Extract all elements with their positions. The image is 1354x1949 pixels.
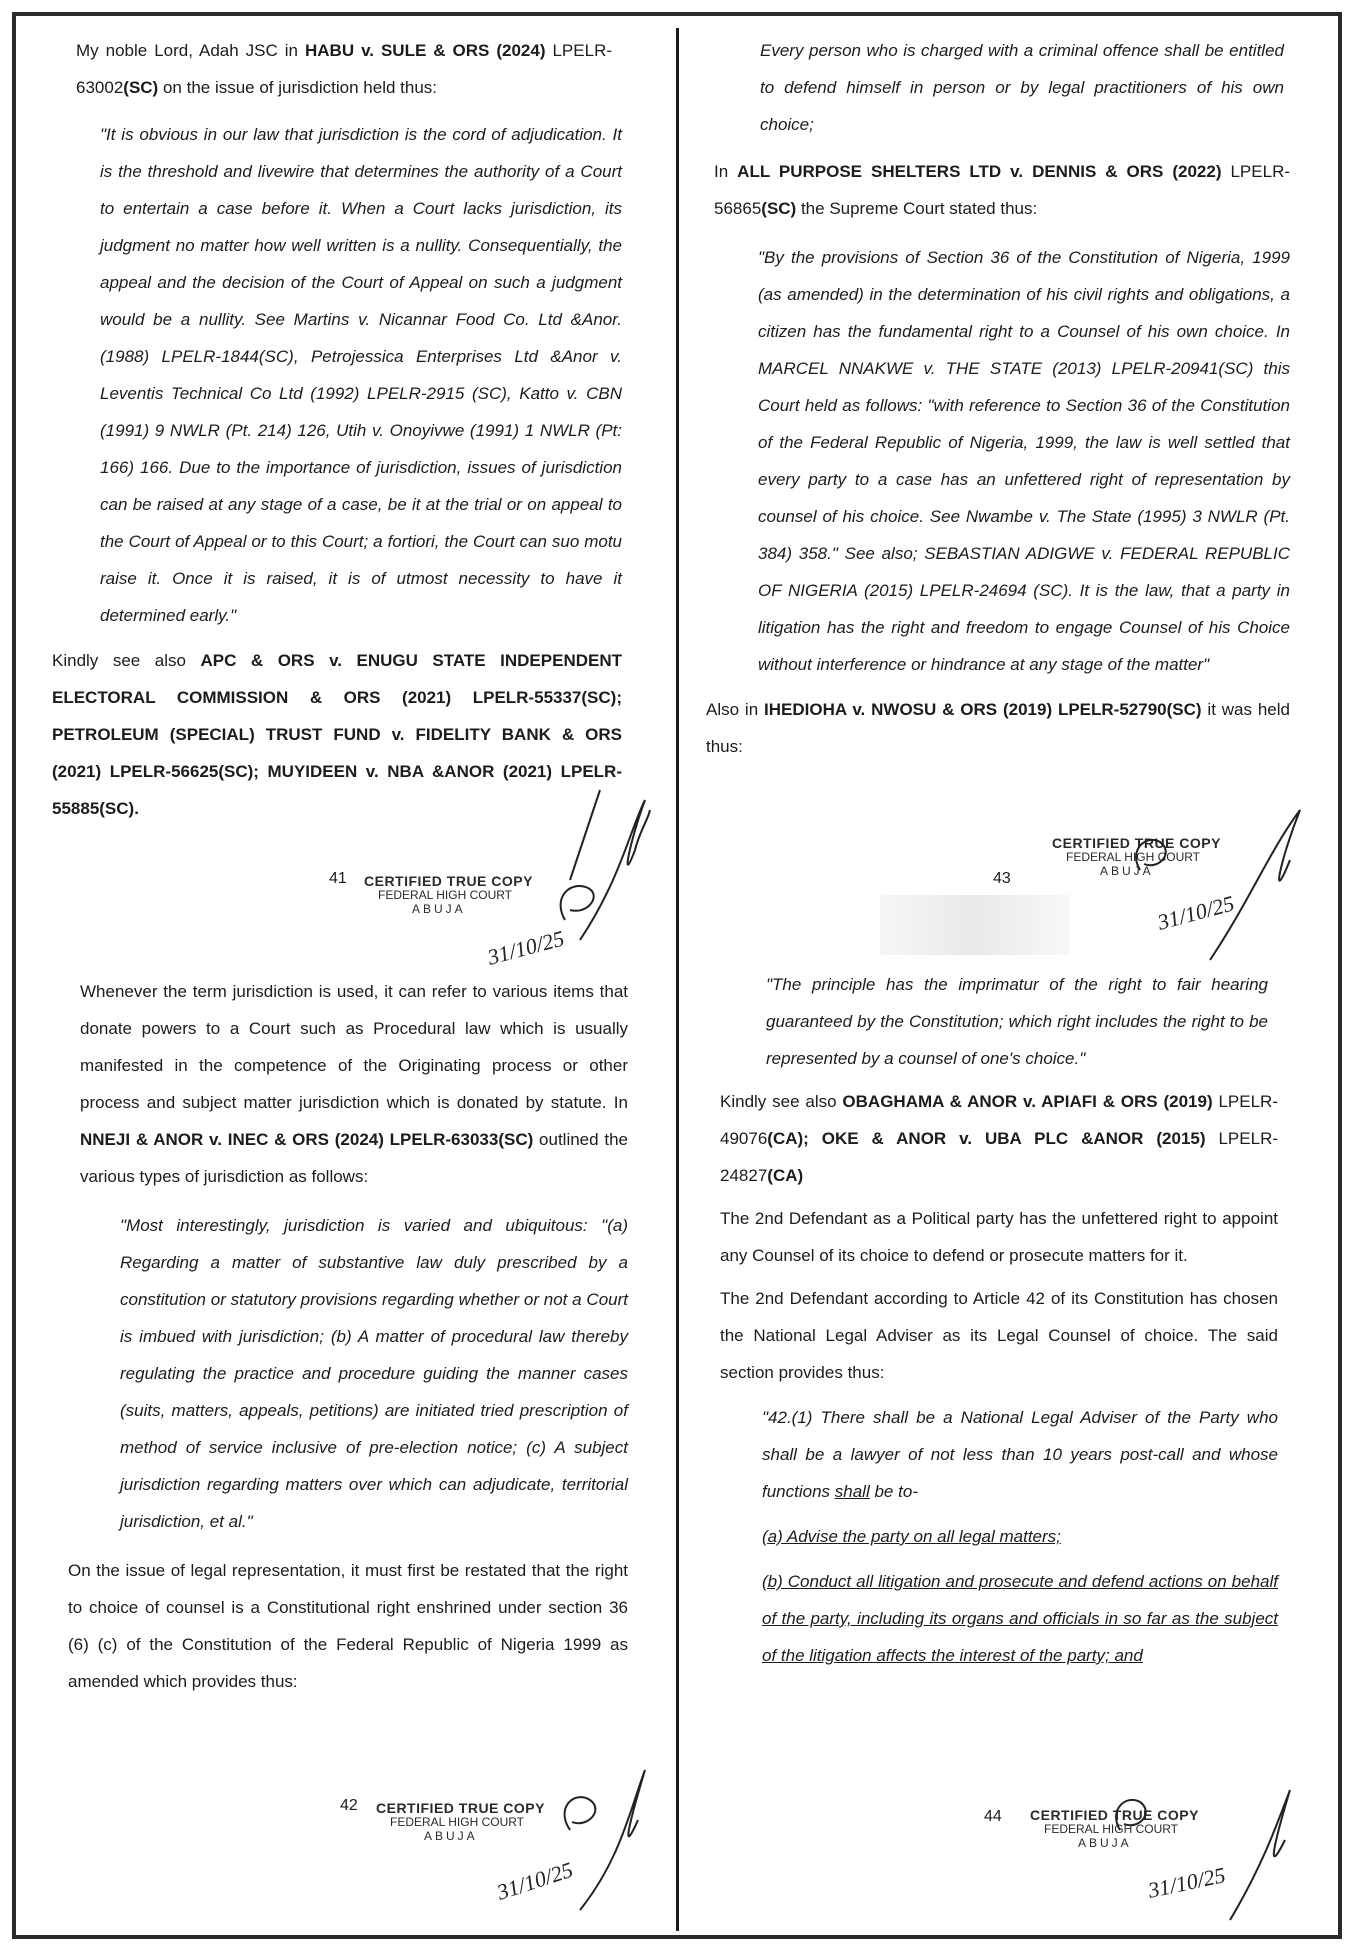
stamp-date-42: 31/10/25	[493, 1856, 576, 1905]
signature-43	[1120, 800, 1320, 980]
text-segment: "The principle has the imprimatur of the right to fair hearing guaranteed by the Constitution; which right includes the right to be represented by a counsel of one's choice."	[766, 975, 1268, 1068]
stamp-line3: ABUJA	[412, 902, 466, 916]
text-segment: The 2nd Defendant as a Political party has the unfettered right to appoint any Counsel of its choice to defend or prosecute matters for it.	[720, 1209, 1278, 1265]
page44-quote1	[720, 1399, 1278, 1510]
text-segment: be to-	[869, 1482, 918, 1501]
page44-quote3	[720, 1563, 1278, 1674]
page44-quote-top	[720, 966, 1278, 1077]
text-segment: (a) Advise the party on all legal matters;	[762, 1527, 1061, 1546]
text-segment: LPELR-49076	[720, 1092, 1278, 1148]
stamp-line1: CERTIFIED TRUE COPY	[376, 1800, 545, 1816]
page42-para2	[68, 1552, 628, 1700]
page-number-42: 42	[340, 1797, 358, 1814]
text-segment: Kindly see also	[52, 651, 201, 670]
text-segment: Whenever the term jurisdiction is used, it can refer to various items that donate powers to a Court such as Procedural law which is usually manifested in the competence of the Originating process or other process and subject matter jurisdiction which is donated by statute. In	[80, 982, 628, 1112]
text-segment: Every person who is charged with a criminal offence shall be entitled to defend himself in person or by legal practitioners of his own choice;	[760, 41, 1284, 134]
text-segment: the Supreme Court stated thus:	[796, 199, 1038, 218]
page-number-43: 43	[993, 870, 1011, 887]
text-segment: ALL PURPOSE SHELTERS LTD v. DENNIS & ORS (2022)	[737, 162, 1222, 181]
text-segment: IHEDIOHA v. NWOSU & ORS (2019) LPELR-52790(SC)	[764, 700, 1202, 719]
page44-para1	[720, 1200, 1278, 1274]
scan-shading	[880, 895, 1070, 955]
stamp-line2: FEDERAL HIGH COURT	[1044, 1822, 1179, 1836]
text-segment: OBAGHAMA & ANOR v. APIAFI & ORS (2019)	[842, 1092, 1213, 1111]
page43-quote	[706, 239, 1290, 683]
page42-para1	[80, 973, 628, 1195]
page43-para1	[706, 153, 1290, 227]
text-segment: outlined the various types of jurisdiction as follows:	[80, 1130, 628, 1186]
stamp-line2: FEDERAL HIGH COURT	[390, 1815, 525, 1829]
text-segment: NNEJI & ANOR v. INEC & ORS (2024) LPELR-63033(SC)	[80, 1130, 534, 1149]
page-42	[68, 973, 628, 1700]
text-segment: LPELR-56865	[714, 162, 1291, 218]
text-segment: it was held thus:	[706, 700, 1290, 756]
signature-44	[1080, 1770, 1300, 1930]
text-segment: (SC)	[123, 78, 159, 97]
stamp-line2: FEDERAL HIGH COURT	[1066, 850, 1201, 864]
text-segment: shall	[834, 1482, 870, 1501]
stamp-line3: ABUJA	[1100, 864, 1154, 878]
page41-intro	[52, 32, 622, 106]
page43-quote-top	[706, 32, 1290, 143]
text-segment: On the issue of legal representation, it must first be restated that the right to choice of counsel is a Constitutional right enshrined under section 36 (6) (c) of the Constitution of the Federal Republic of Nigeria 1999 as amended which provides thus:	[68, 1561, 628, 1691]
text-segment: "42.(1) There shall be a National Legal Adviser of the Party who shall be a lawyer of not less than 10 years post-call and whose functions	[762, 1408, 1278, 1501]
text-segment: Also in	[706, 700, 765, 719]
stamp-line3: ABUJA	[1078, 1836, 1132, 1850]
text-segment: (b) Conduct all litigation and prosecute and defend actions on behalf of the party, including its organs and officials in so far as the subject of the litigation affects the interest of the party; and	[762, 1572, 1278, 1665]
text-segment: My noble Lord, Adah JSC in	[76, 41, 305, 60]
page-number-41: 41	[329, 870, 347, 887]
page44-quote2	[720, 1518, 1278, 1555]
stamp-date-41: 31/10/25	[484, 925, 567, 970]
text-segment: HABU v. SULE & ORS (2024)	[304, 41, 546, 60]
page-44	[720, 966, 1278, 1674]
stamp-date-43: 31/10/25	[1154, 890, 1237, 935]
signature-41	[470, 770, 660, 970]
text-segment: "It is obvious in our law that jurisdiction is the cord of adjudication. It is the threshold and livewire that determines the authority of a Court to entertain a case before it. When a Court lacks jurisdiction, its judgment no matter how well written is a nullity. Consequentially, the appeal and the decision of the Court of Appeal on such a judgment would be a nullity. See Martins v. Nicannar Food Co. Ltd &Anor. (1988) LPELR-1844(SC), Petrojessica Enterprises Ltd &Anor v. Leventis Technical Co Ltd (1992) LPELR-2915 (SC), Katto v. CBN (1991) 9 NWLR (Pt. 214) 126, Utih v. Onoyivwe (1991) 1 NWLR (Pt: 166) 166. Due to the importance of jurisdiction, issues of jurisdiction can be raised at any stage of a case, be it at the trial or on appeal to the Court of Appeal or to this Court; a fortiori, the Court can suo motu raise it. Once it is raised, it is of utmost necessity to have it determined early."	[100, 125, 622, 625]
text-segment: on the issue of jurisdiction held thus:	[158, 78, 438, 97]
text-segment: (SC)	[761, 199, 797, 218]
stamp-line2: FEDERAL HIGH COURT	[378, 888, 513, 902]
stamp-date-44: 31/10/25	[1145, 1862, 1228, 1903]
text-segment: (CA)	[767, 1166, 804, 1185]
page44-para2	[720, 1280, 1278, 1391]
page-43	[706, 32, 1290, 765]
text-segment: "Most interestingly, jurisdiction is varied and ubiquitous: "(a) Regarding a matter of substantive law duly prescribed by a constitution or statutory provisions regarding whether or not a Court is imbued with jurisdiction; (b) A matter of procedural law thereby regulating the practice and procedure guiding the manner cases (suits, matters, appeals, petitions) are initiated tried prescription of method of service inclusive of pre-election notice; (c) A subject jurisdiction regarding matters over which can adjudicate, territorial jurisdiction, et al."	[120, 1216, 628, 1531]
page-number-44: 44	[984, 1808, 1002, 1825]
page43-para2	[706, 691, 1290, 765]
page44-kindly	[720, 1083, 1278, 1194]
stamp-line1: CERTIFIED TRUE COPY	[1030, 1807, 1199, 1823]
page-41	[52, 32, 622, 827]
text-segment: The 2nd Defendant according to Article 42 of its Constitution has chosen the National Legal Adviser as its Legal Counsel of choice. The said section provides thus:	[720, 1289, 1278, 1382]
text-segment: In	[714, 162, 738, 181]
text-segment: Kindly see also	[720, 1092, 843, 1111]
stamp-line1: CERTIFIED TRUE COPY	[364, 873, 533, 889]
text-segment: "By the provisions of Section 36 of the Constitution of Nigeria, 1999 (as amended) in the determination of his civil rights and obligations, a citizen has the fundamental right to a Counsel of his own choice. In MARCEL NNAKWE v. THE STATE (2013) LPELR-20941(SC) this Court held as follows: "with reference to Section 36 of the Constitution of the Federal Republic of Nigeria, 1999, the law is well settled that every party to a case has an unfettered right of representation by counsel of his choice. See Nwambe v. The State (1995) 3 NWLR (Pt. 384) 358." See also; SEBASTIAN ADIGWE v. FEDERAL REPUBLIC OF NIGERIA (2015) LPELR-24694 (SC). It is the law, that a party in litigation has the right and freedom to engage Counsel of his Choice without interference or hindrance at any stage of the matter"	[758, 248, 1290, 674]
text-segment: (CA); OKE & ANOR v. UBA PLC &ANOR (2015)	[767, 1129, 1206, 1148]
page42-quote	[80, 1207, 628, 1540]
signature-42	[470, 1760, 660, 1930]
stamp-line1: CERTIFIED TRUE COPY	[1052, 835, 1221, 851]
text-segment: APC & ORS v. ENUGU STATE INDEPENDENT ELECTORAL COMMISSION & ORS (2021) LPELR-55337(SC); PETROLEUM (SPECIAL) TRUST FUND v. FIDELITY BANK & ORS (2021) LPELR-56625(SC); MUYIDEEN v. NBA &ANOR (2021) LPELR-55885(SC).	[52, 651, 622, 818]
page-divider	[676, 28, 679, 1931]
page41-quote	[52, 116, 622, 634]
text-segment: LPELR-63002	[76, 41, 613, 97]
text-segment: LPELR-24827	[720, 1129, 1279, 1185]
stamp-line3: ABUJA	[424, 1829, 478, 1843]
